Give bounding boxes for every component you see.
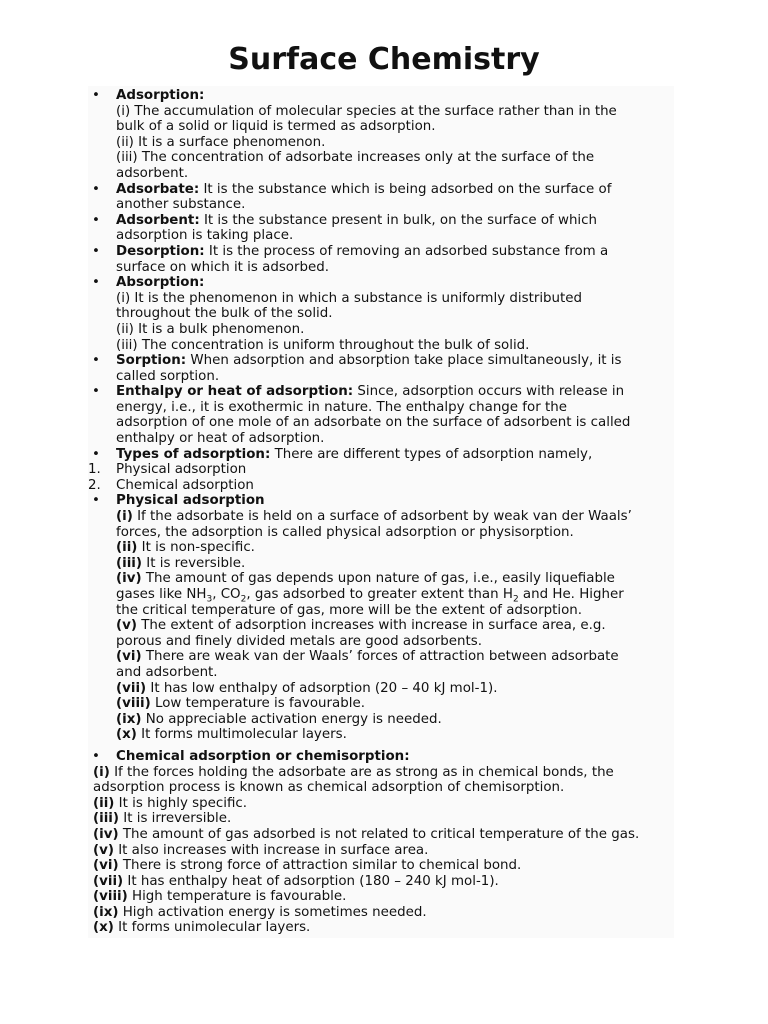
text-span: and He. Higher: [518, 587, 624, 602]
text-line: adsorption is taking place.: [116, 228, 294, 244]
text-line: (i) It is the phenomenon in which a substance is uniformly distributed: [116, 290, 583, 306]
text-line: enthalpy or heat of adsorption.: [116, 431, 325, 447]
heading-chemical: Chemical adsorption or chemisorption:: [116, 748, 410, 764]
text-span: It forms multimolecular layers.: [136, 727, 347, 743]
text-span: It has enthalpy heat of adsorption (180 – 240 kJ mol-1).: [123, 873, 499, 889]
text-line: Chemical adsorption: [116, 477, 254, 493]
text-span: It is highly specific.: [114, 795, 248, 811]
list-item-chemical: [88, 749, 674, 765]
number-marker: 2.: [88, 477, 101, 493]
item-number: (ii): [93, 795, 115, 811]
text-span: There are weak van der Waals’ forces of attraction between adsorbate: [141, 649, 619, 665]
bullet-marker: •: [92, 181, 100, 197]
text-line: called sorption.: [116, 368, 220, 384]
item-number: (iii): [116, 555, 143, 571]
bullet-marker: •: [92, 353, 100, 369]
text-line: porous and finely divided metals are good adsorbents.: [116, 633, 483, 649]
text-span: High activation energy is sometimes needed.: [118, 904, 427, 920]
subscript: 2: [512, 594, 519, 605]
item-number: (iv): [93, 826, 119, 842]
text-span: No appreciable activation energy is needed.: [141, 711, 442, 727]
text-span: , gas adsorbed to greater extent than H: [246, 587, 513, 602]
list-item-adsorbate: [88, 182, 674, 213]
text-span: The amount of gas depends upon nature of gas, i.e., easily liquefiable: [141, 571, 615, 587]
text-span: If the forces holding the adsorbate are as strong as in chemical bonds, the: [109, 764, 614, 780]
text-span: , CO: [212, 587, 241, 602]
heading-physical: Physical adsorption: [116, 493, 265, 509]
text-span: It is non-specific.: [137, 540, 255, 556]
text-span: It is the process of removing an adsorbed substance from a: [204, 243, 609, 259]
list-item-types: [88, 447, 674, 463]
text-span: It forms unimolecular layers.: [113, 920, 311, 936]
text-line: the critical temperature of gas, more will be the extent of adsorption.: [116, 602, 583, 618]
text-span: Since, adsorption occurs with release in: [353, 384, 625, 400]
item-number: (x): [93, 920, 114, 936]
chemical-details: [88, 765, 674, 937]
text-span: It is reversible.: [142, 555, 246, 571]
heading-adsorbate: Adsorbate:: [116, 181, 200, 197]
item-number: (i): [93, 764, 110, 780]
text-span: It is irreversible.: [119, 811, 232, 827]
item-number: (i): [116, 509, 133, 525]
text-line: (iii) The concentration is uniform throughout the bulk of solid.: [116, 337, 530, 353]
list-item-sorption: [88, 353, 674, 384]
bullet-marker: •: [92, 446, 100, 462]
item-number: (vi): [116, 649, 142, 665]
text-line: adsorption process is known as chemical adsorption of chemisorption.: [93, 780, 565, 796]
text-line: throughout the bulk of the solid.: [116, 306, 333, 322]
item-number: (v): [93, 842, 114, 858]
text-span: It also increases with increase in surface area.: [113, 842, 429, 858]
heading-absorption: Absorption:: [116, 275, 205, 291]
list-item-desorption: [88, 244, 674, 275]
heading-adsorption: Adsorption:: [116, 88, 205, 103]
item-number: (ix): [116, 711, 142, 727]
bullet-marker: •: [92, 243, 100, 259]
list-item-physical: [88, 493, 674, 743]
item-number: (iii): [93, 811, 120, 827]
text-line: (ii) It is a surface phenomenon.: [116, 134, 326, 150]
item-number: (vii): [93, 873, 124, 889]
text-span: If the adsorbate is held on a surface of adsorbent by weak van der Waals’: [132, 509, 632, 525]
heading-types: Types of adsorption:: [116, 446, 271, 462]
list-item-adsorption: [88, 88, 674, 182]
bullet-marker: •: [92, 88, 100, 103]
text-line: (i) The accumulation of molecular species at the surface rather than in the: [116, 103, 617, 119]
heading-enthalpy: Enthalpy or heat of adsorption:: [116, 384, 354, 400]
number-marker: 1.: [88, 462, 101, 478]
text-span: It is the substance which is being adsorbed on the surface of: [199, 181, 612, 197]
list-item-adsorbent: [88, 213, 674, 244]
text-span: When adsorption and absorption take place simultaneously, it is: [186, 353, 622, 369]
text-span: gases like NH: [116, 587, 207, 602]
text-span: It has low enthalpy of adsorption (20 – 40 kJ mol-1).: [146, 680, 498, 696]
numbered-item: [88, 478, 674, 494]
text-line-with-subscripts: [116, 587, 674, 603]
heading-sorption: Sorption:: [116, 353, 187, 369]
text-span: The extent of adsorption increases with increase in surface area, e.g.: [136, 618, 606, 634]
subscript: 3: [206, 594, 213, 605]
item-number: (v): [116, 618, 137, 634]
text-line: and adsorbent.: [116, 664, 218, 680]
item-number: (viii): [93, 889, 128, 905]
item-number: (vii): [116, 680, 147, 696]
list-item-enthalpy: [88, 384, 674, 446]
item-number: (x): [116, 727, 137, 743]
heading-adsorbent: Adsorbent:: [116, 212, 200, 228]
heading-desorption: Desorption:: [116, 243, 205, 259]
bullet-marker: •: [92, 275, 100, 291]
bullet-marker: •: [92, 748, 100, 764]
numbered-item: [88, 462, 674, 478]
text-line: bulk of a solid or liquid is termed as adsorption.: [116, 119, 436, 135]
page-title: Surface Chemistry: [228, 42, 540, 77]
list-item-absorption: [88, 275, 674, 353]
bullet-marker: •: [92, 212, 100, 228]
bullet-marker: •: [92, 384, 100, 400]
text-line: Physical adsorption: [116, 462, 247, 478]
text-line: (iii) The concentration of adsorbate increases only at the surface of the: [116, 150, 595, 166]
item-number: (viii): [116, 696, 151, 712]
text-span: The amount of gas adsorbed is not related to critical temperature of the gas.: [118, 826, 640, 842]
text-line: energy, i.e., it is exothermic in nature. The enthalpy change for the: [116, 399, 567, 415]
text-line: adsorption of one mole of an adsorbate on the surface of adsorbent is called: [116, 415, 631, 431]
text-span: There is strong force of attraction similar to chemical bond.: [118, 858, 522, 874]
text-line: adsorbent.: [116, 165, 189, 181]
item-number: (ix): [93, 904, 119, 920]
item-number: (ii): [116, 540, 138, 556]
subscript: 2: [240, 594, 247, 605]
bullet-marker: •: [92, 493, 100, 509]
text-line: (ii) It is a bulk phenomenon.: [116, 321, 305, 337]
item-number: (vi): [93, 858, 119, 874]
item-number: (iv): [116, 571, 142, 587]
text-span: It is the substance present in bulk, on the surface of which: [199, 212, 598, 228]
text-line: surface on which it is adsorbed.: [116, 259, 330, 275]
text-line: forces, the adsorption is called physical adsorption or physisorption.: [116, 524, 574, 540]
text-span: Low temperature is favourable.: [150, 696, 365, 712]
text-line: another substance.: [116, 197, 246, 213]
document-body: [88, 86, 674, 938]
text-span: There are different types of adsorption namely,: [270, 446, 593, 462]
text-span: High temperature is favourable.: [127, 889, 347, 905]
